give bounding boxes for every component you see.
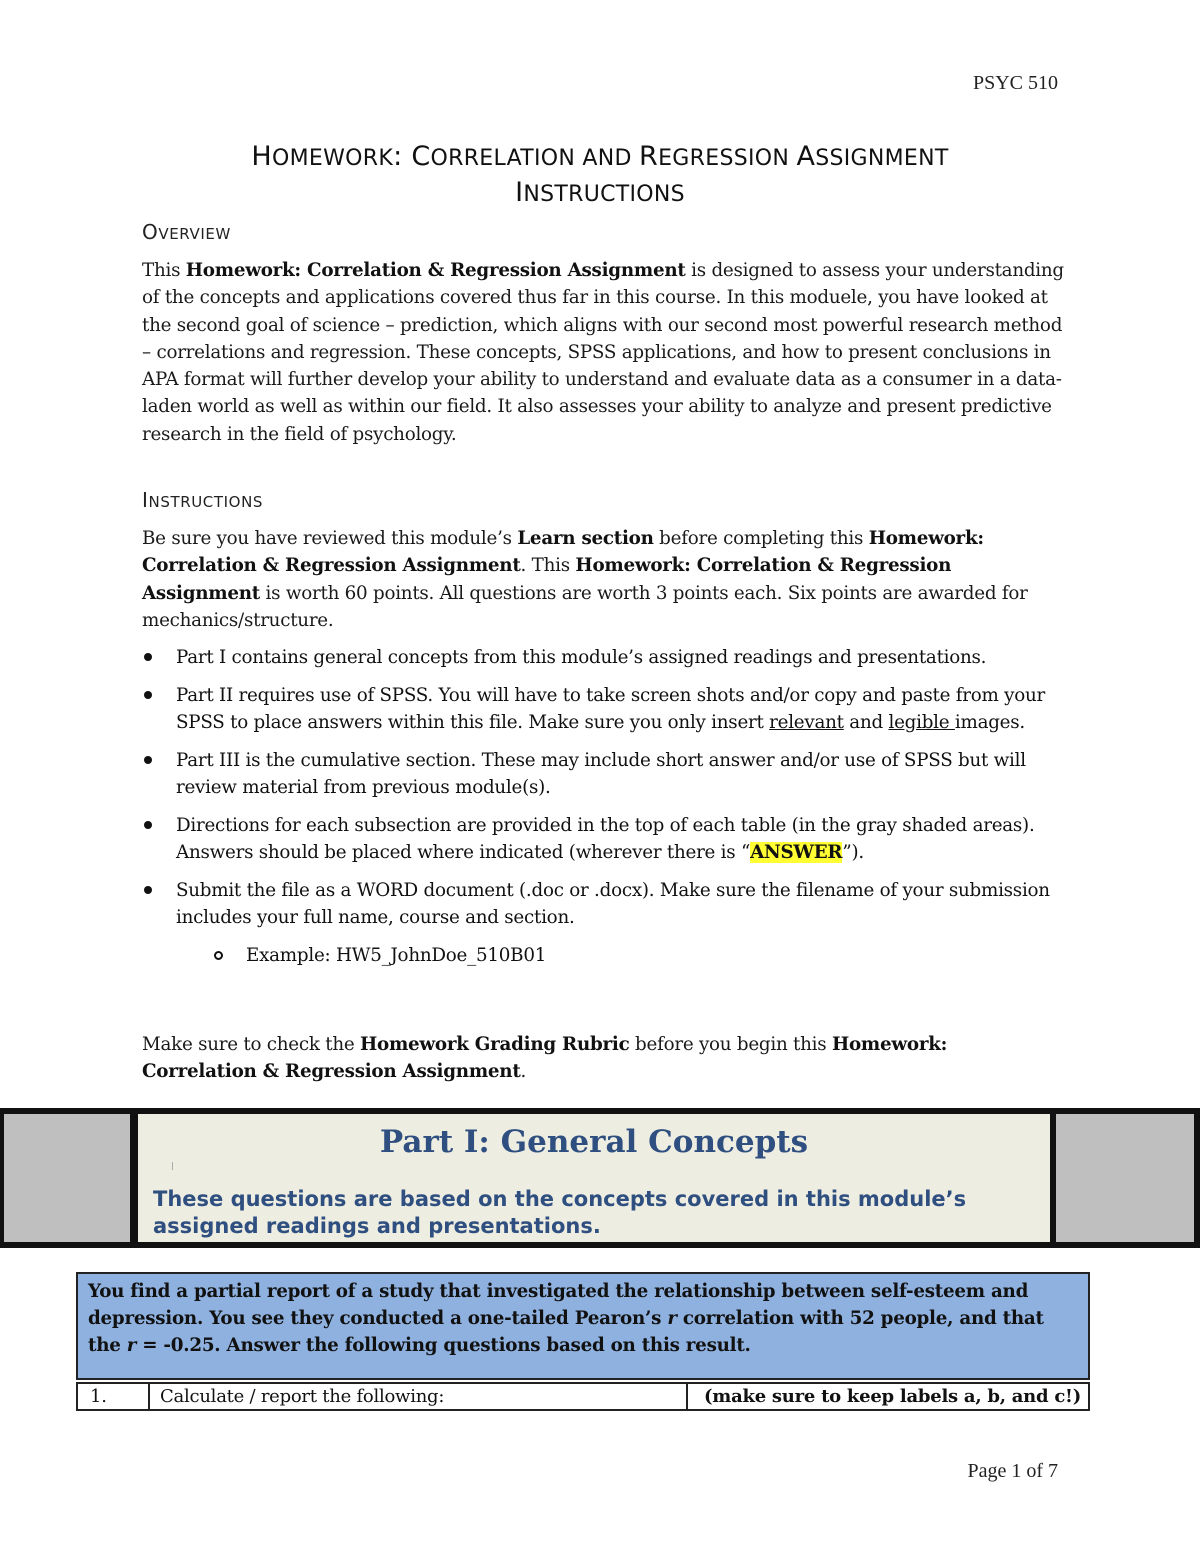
- question-intro-box: [76, 1272, 1090, 1380]
- decorative-mark: [172, 1162, 173, 1170]
- part1-banner: [0, 1108, 1200, 1248]
- title-line-1: HOMEWORK: CORRELATION AND REGRESSION ASSIGNMENT: [251, 141, 949, 172]
- answer-highlight: ANSWER: [750, 842, 843, 863]
- bullet-icon: [144, 821, 152, 829]
- title-line-2: INSTRUCTIONS: [515, 177, 685, 208]
- table-row: [76, 1382, 1090, 1411]
- part1-title: Part I: General Concepts: [379, 1124, 809, 1160]
- list-item: Part I contains general concepts from this module’s assigned readings and presentations.: [142, 644, 1062, 671]
- closing-paragraph: Make sure to check the Homework Grading Rubric before you begin this Homework: Correlation & Regression Assignment.: [142, 1034, 948, 1083]
- document-title: [140, 140, 1060, 212]
- banner-left-cell: [4, 1114, 130, 1242]
- banner-right-cell: [1056, 1114, 1194, 1242]
- question-prompt-cell: Calculate / report the following:: [150, 1384, 688, 1409]
- bullet-icon: [144, 691, 152, 699]
- sub-list-item: Example: HW5_JohnDoe_510B01: [142, 942, 1062, 969]
- page-number: Page 1 of 7: [967, 1460, 1058, 1482]
- list-item: Submit the file as a WORD document (.doc or .docx). Make sure the filename of your submission includes your full name, course and section.: [142, 877, 1062, 931]
- question-note-cell: (make sure to keep labels a, b, and c!): [704, 1386, 1081, 1407]
- overview-paragraph: This Homework: Correlation & Regression Assignment is designed to assess your understanding of the concepts and applications covered thus far in this course. In this moduele, you have looked at the second goal of science – prediction, which aligns with our second most powerful research method – correlations and regression. These concepts, SPSS applications, and how to present conclusions in APA format will further develop your ability to understand and evaluate data as a consumer in a data-laden world as well as within our field. It also assesses your ability to analyze and present predictive research in the field of psychology.: [142, 260, 1064, 445]
- list-item: Part III is the cumulative section. These may include short answer and/or use of SPSS but will review material from previous module(s).: [142, 747, 1062, 801]
- part1-subtitle: These questions are based on the concepts covered in this module’s assigned readings and presentations.: [153, 1187, 967, 1238]
- instructions-bullet-list: [142, 644, 1062, 980]
- course-header: PSYC 510: [972, 72, 1058, 94]
- instructions-paragraph: Be sure you have reviewed this module’s Learn section before completing this Homework: Correlation & Regression Assignment. This Homework: Correlation & Regression Assignment is worth 60 points. All questions are worth 3 points each. Six points are awarded for mechanics/structure.: [142, 528, 1028, 631]
- instructions-heading: INSTRUCTIONS: [142, 488, 264, 512]
- bullet-icon: [144, 653, 152, 661]
- list-item: Directions for each subsection are provided in the top of each table (in the gray shaded areas). Answers should be placed where indicated (wherever there is “ANSWER”).: [142, 812, 1062, 866]
- bullet-icon: [144, 886, 152, 894]
- banner-center-cell: [138, 1114, 1050, 1242]
- question-number-cell: 1.: [78, 1384, 150, 1409]
- list-item: Part II requires use of SPSS. You will have to take screen shots and/or copy and paste from your SPSS to place answers within this file. Make sure you only insert relevant and legible images.: [142, 682, 1062, 736]
- bullet-icon: [144, 756, 152, 764]
- hollow-bullet-icon: [214, 951, 223, 960]
- overview-heading: OVERVIEW: [142, 220, 231, 244]
- question-intro-text: You find a partial report of a study that investigated the relationship between self-esteem and depression. You see they conducted a one-tailed Pearon’s r correlation with 52 people, and that the r = -0.25. Answer the following questions based on this result.: [88, 1281, 1044, 1356]
